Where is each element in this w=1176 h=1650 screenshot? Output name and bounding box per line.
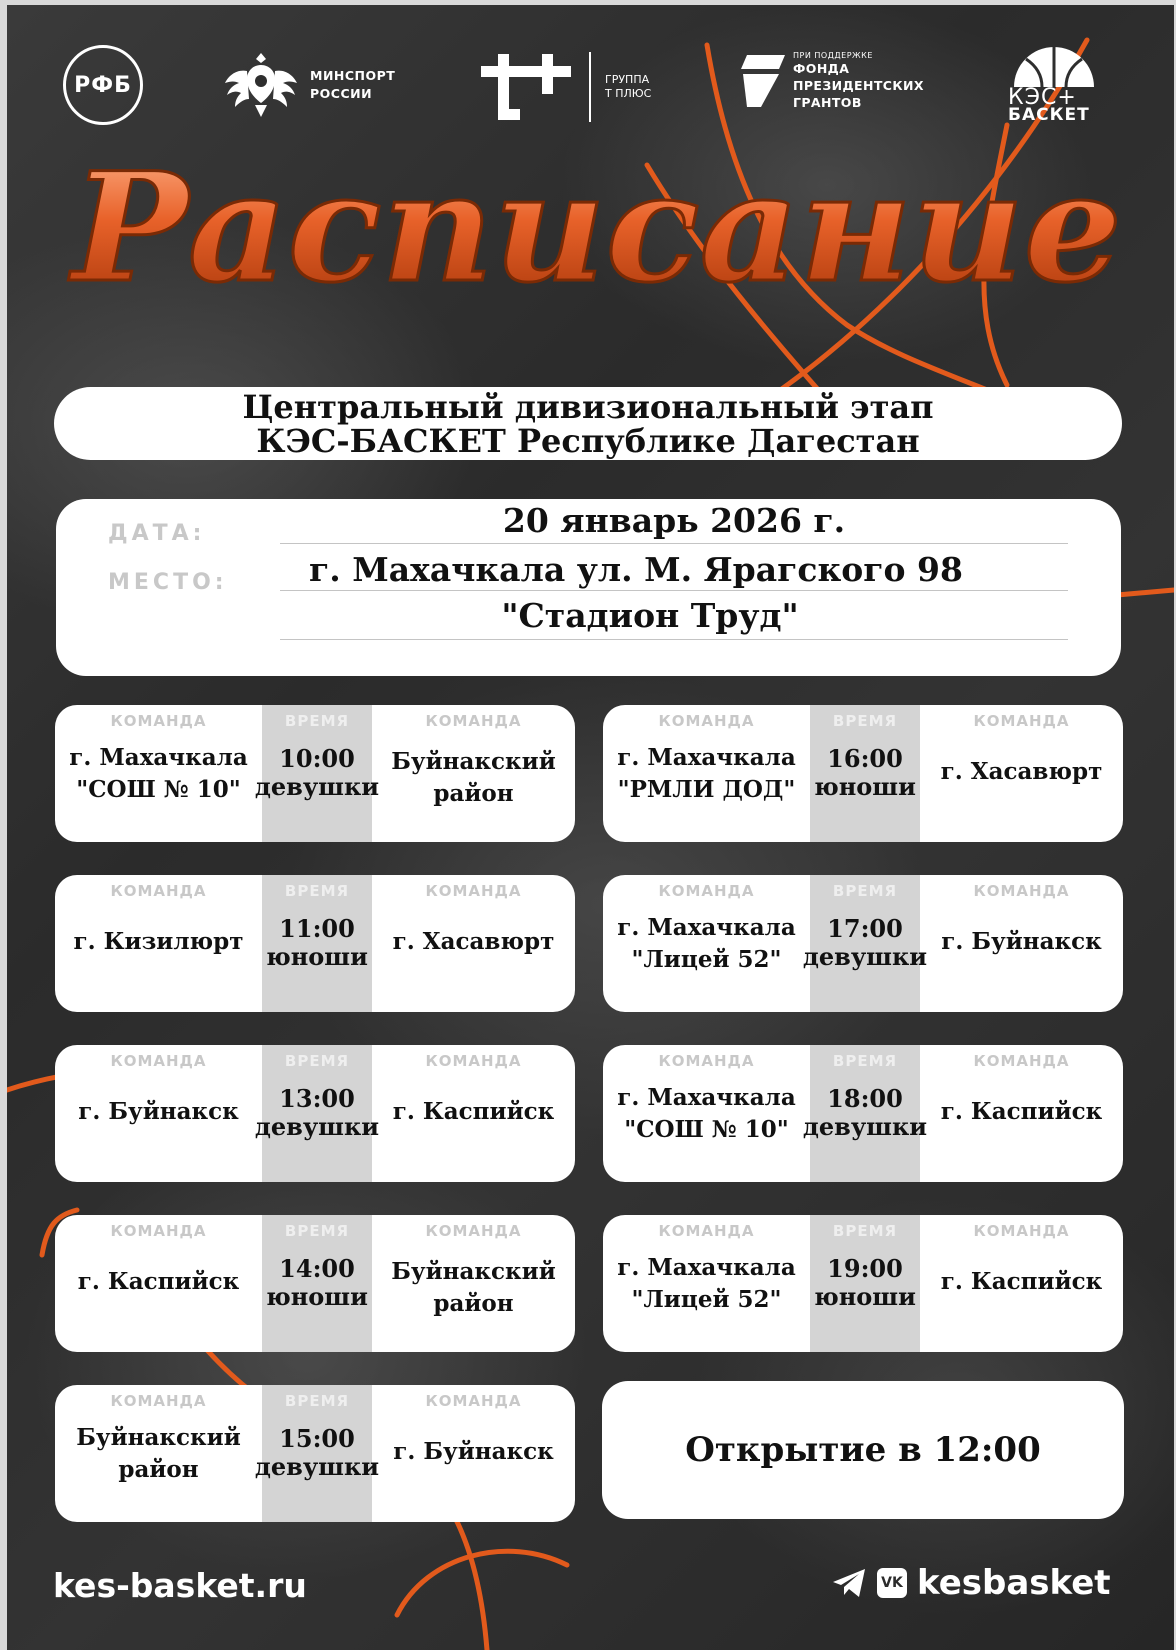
team1-name: г. Махачкала (617, 744, 796, 771)
team-header: КОМАНДА (658, 1052, 755, 1070)
poster-title (57, 145, 1137, 325)
team2-name: Буйнакский (391, 748, 556, 775)
match-group: девушки (802, 942, 928, 971)
minsport-line1: МИНСПОРТ (310, 68, 396, 83)
time-header: ВРЕМЯ (284, 882, 350, 900)
team-header: КОМАНДА (110, 1392, 207, 1410)
logo-separator (589, 52, 591, 122)
team2-name: Буйнакский (391, 1258, 556, 1285)
match-card (603, 705, 1123, 842)
team1-name: г. Махачкала (617, 1084, 796, 1111)
minsport-logo (222, 47, 395, 123)
fond-line1: ФОНДА (793, 61, 850, 76)
match-time: 15:00 (279, 1424, 355, 1453)
match-group: юноши (266, 942, 368, 971)
kes-basket-logo (1004, 43, 1104, 127)
opening-time: Открытие в 12:00 (602, 1381, 1124, 1519)
minsport-line2: РОССИИ (310, 86, 373, 101)
time-header: ВРЕМЯ (284, 1222, 350, 1240)
time-header: ВРЕМЯ (832, 712, 898, 730)
social-links (831, 1563, 1111, 1603)
time-header: ВРЕМЯ (284, 1392, 350, 1410)
fond-mark-icon (735, 55, 785, 107)
team1-name: "СОШ № 10" (624, 1116, 789, 1143)
fond-line3: ГРАНТОВ (793, 95, 862, 110)
match-time: 16:00 (827, 744, 903, 773)
time-header: ВРЕМЯ (284, 712, 350, 730)
team1-name: г. Каспийск (77, 1268, 240, 1295)
tplus-line1: ГРУППА (605, 73, 650, 86)
match-group: юноши (814, 1282, 916, 1311)
website-link[interactable]: kes-basket.ru (53, 1566, 307, 1605)
match-card (55, 1045, 575, 1182)
team1-name: Буйнакский (76, 1424, 241, 1451)
rfb-logo: РФБ (63, 45, 143, 125)
match-card (603, 1215, 1123, 1352)
match-time: 13:00 (279, 1084, 355, 1113)
header-line1: Центральный дивизиональный этап (242, 388, 934, 426)
team1-name: "Лицей 52" (631, 946, 782, 973)
team1-name: район (118, 1456, 199, 1483)
team-header: КОМАНДА (973, 1222, 1070, 1240)
match-time: 14:00 (279, 1254, 355, 1283)
match-card (55, 705, 575, 842)
match-group: девушки (254, 1112, 380, 1141)
match-time: 19:00 (827, 1254, 903, 1283)
team-header: КОМАНДА (658, 712, 755, 730)
team-header: КОМАНДА (658, 882, 755, 900)
team2-name: район (433, 1290, 514, 1317)
fond-small: ПРИ ПОДДЕРЖКЕ (793, 51, 873, 60)
schedule-poster (7, 5, 1174, 1650)
team1-name: г. Кизилюрт (73, 928, 244, 955)
match-group: юноши (814, 772, 916, 801)
team1-name: "Лицей 52" (631, 1286, 782, 1313)
team-header: КОМАНДА (425, 882, 522, 900)
team2-name: г. Каспийск (940, 1098, 1103, 1125)
event-info (56, 499, 1121, 676)
team-header: КОМАНДА (973, 882, 1070, 900)
time-header: ВРЕМЯ (832, 1052, 898, 1070)
team1-name: г. Махачкала (69, 744, 248, 771)
team-header: КОМАНДА (110, 882, 207, 900)
team-header: КОМАНДА (110, 1222, 207, 1240)
match-group: юноши (266, 1282, 368, 1311)
match-group: девушки (802, 1112, 928, 1141)
event-date: 20 январь 2026 г. (502, 501, 846, 540)
eagle-emblem-icon (222, 47, 300, 123)
team-header: КОМАНДА (425, 1052, 522, 1070)
match-group: девушки (254, 772, 380, 801)
team1-name: "РМЛИ ДОД" (617, 776, 796, 803)
kes-line1: КЭС+ (1008, 85, 1077, 110)
team2-name: г. Буйнакск (393, 1438, 554, 1465)
match-time: 11:00 (279, 914, 355, 943)
rule-3 (280, 639, 1068, 640)
sponsor-logos (7, 43, 1174, 133)
match-group: девушки (254, 1452, 380, 1481)
tplus-line2: Т ПЛЮС (605, 87, 652, 100)
date-label: ДАТА: (108, 521, 206, 546)
team2-name: г. Каспийск (940, 1268, 1103, 1295)
fond-line2: ПРЕЗИДЕНТСКИХ (793, 78, 924, 93)
team-header: КОМАНДА (973, 1052, 1070, 1070)
place-label: МЕСТО: (108, 570, 228, 595)
match-time: 18:00 (827, 1084, 903, 1113)
time-header: ВРЕМЯ (284, 1052, 350, 1070)
rule-1 (280, 543, 1068, 544)
team-header: КОМАНДА (425, 1392, 522, 1410)
rule-2 (280, 590, 1068, 591)
time-header: ВРЕМЯ (832, 1222, 898, 1240)
match-card (603, 1045, 1123, 1182)
social-handle[interactable]: kesbasket (917, 1563, 1111, 1603)
match-time: 10:00 (279, 744, 355, 773)
basketball-icon (1012, 43, 1096, 87)
match-card (55, 1385, 575, 1522)
vk-icon[interactable]: VK (877, 1568, 907, 1598)
time-header: ВРЕМЯ (832, 882, 898, 900)
match-time: 17:00 (827, 914, 903, 943)
match-card (603, 875, 1123, 1012)
tplus-mark-icon (481, 54, 571, 120)
event-place-line1: г. Махачкала ул. М. Ярагского 98 (309, 550, 963, 589)
telegram-icon[interactable] (831, 1567, 867, 1599)
team-header: КОМАНДА (425, 712, 522, 730)
team-header: КОМАНДА (973, 712, 1070, 730)
team-header: КОМАНДА (110, 1052, 207, 1070)
team2-name: г. Буйнакск (941, 928, 1102, 955)
team1-name: г. Махачкала (617, 1254, 796, 1281)
event-header (54, 387, 1122, 460)
title-text: Расписание (67, 145, 1123, 316)
team-header: КОМАНДА (425, 1222, 522, 1240)
team-header: КОМАНДА (658, 1222, 755, 1240)
team2-name: г. Хасавюрт (392, 928, 555, 955)
team2-name: район (433, 780, 514, 807)
team-header: КОМАНДА (110, 712, 207, 730)
event-place-line2: "Стадион Труд" (501, 596, 799, 635)
header-line2: КЭС-БАСКЕТ Республике Дагестан (256, 422, 920, 460)
tplus-logo (481, 51, 651, 123)
match-card (55, 875, 575, 1012)
match-card (55, 1215, 575, 1352)
team2-name: г. Хасавюрт (940, 758, 1103, 785)
fond-logo (735, 51, 924, 111)
team1-name: "СОШ № 10" (76, 776, 241, 803)
team1-name: г. Махачкала (617, 914, 796, 941)
team1-name: г. Буйнакск (78, 1098, 239, 1125)
kes-line2: БАСКЕТ (1008, 105, 1090, 125)
team2-name: г. Каспийск (392, 1098, 555, 1125)
